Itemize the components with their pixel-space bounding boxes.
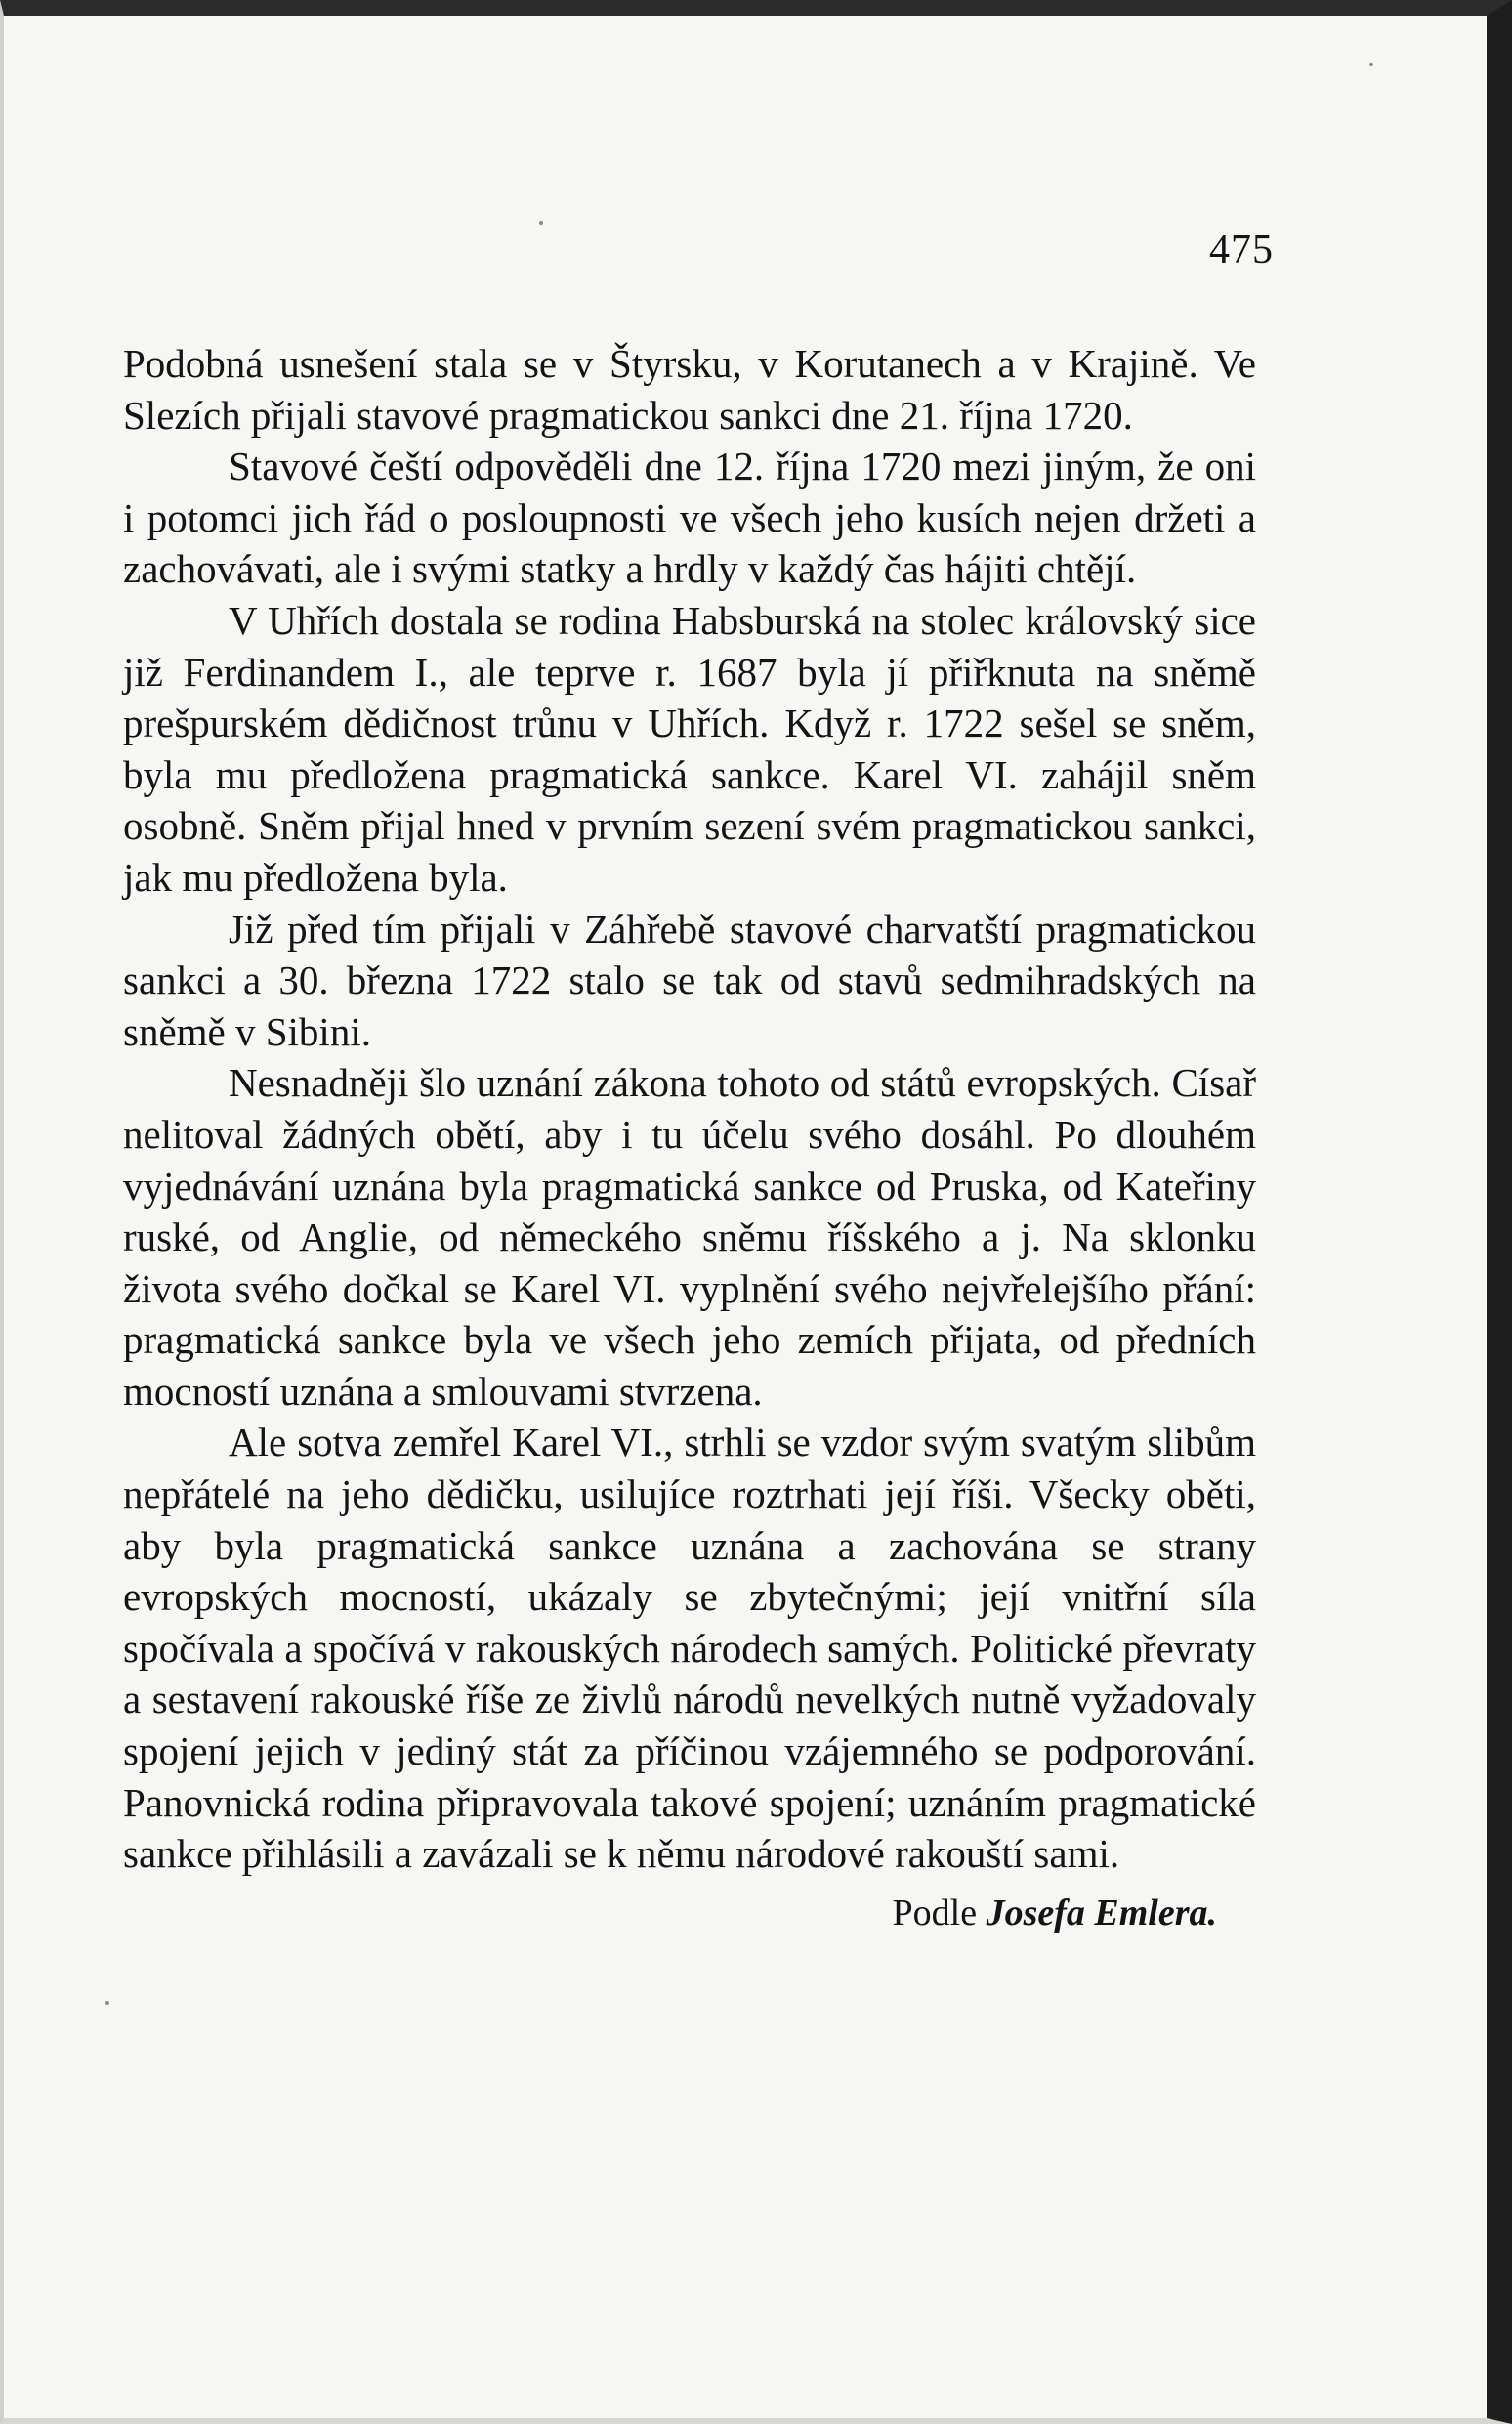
scan-speck	[1369, 63, 1373, 66]
paragraph-3: V Uhřích dostala se rodina Habsburská na stolec královský sice již Ferdinandem I., ale teprve r. 1687 byla jí přiřknuta na sněmě prešpurském dědičnost trůnu v Uhřích. Když r. 1722 sešel se sněm, byla mu předložena pragmatická sankce. Karel VI. zahájil sněm osobně. Sněm přijal hned v prvním sezení svém pragmatickou sankci, jak mu předložena byla.	[123, 597, 1256, 900]
paragraph-2: Stavové čeští odpověděli dne 12. října 1720 mezi jiným, že oni i potomci jich řád o posloupnosti ve všech jeho kusích nejen držeti a zachovávati, ale i svými statky a hrdly v každý čas hájiti chtějí.	[123, 444, 1256, 592]
signature-prefix: Podle	[892, 1892, 978, 1934]
body-text	[123, 338, 1256, 1938]
paragraph-5: Nesnadněji šlo uznání zákona tohoto od států evropských. Císař nelitoval žádných obětí, aby i tu účelu svého dosáhl. Po dlouhém vyjednávání uznána byla pragmatická sankce od Pruska, od Kateřiny ruské, od Anglie, od německého sněmu říšského a j. Na sklonku života svého dočkal se Karel VI. vyplnění svého nejvřelejšího přání: pragmatická sankce byla ve všech jeho zemích přijata, od předních mocností uznána a smlouvami stvrzena.	[123, 1060, 1256, 1414]
paragraph-1: Podobná usnešení stala se v Štyrsku, v Korutanech a v Krajině. Ve Slezích přijali stavové pragmatickou sankci dne 21. října 1720.	[123, 341, 1256, 438]
scan-speck	[105, 2001, 109, 2005]
scan-speck	[539, 221, 543, 225]
page-number: 475	[1209, 228, 1274, 273]
signature	[123, 1888, 1256, 1939]
paragraph-4: Již před tím přijali v Záhřebě stavové charvatští pragmatickou sankci a 30. března 1722 stalo se tak od stavů sedmihradských na sněmě v Sibini.	[123, 906, 1256, 1054]
signature-author: Josefa Emlera.	[986, 1892, 1217, 1934]
paragraph-6: Ale sotva zemřel Karel VI., strhli se vzdor svým svatým slibům nepřátelé na jeho dědičku, usilujíce roztrhati její říši. Všecky oběti, aby byla pragmatická sankce uznána a zachována se strany evropských mocností, ukázaly se zbytečnými; její vnitřní síla spočívala a spočívá v rakouských národech samých. Politické převraty a sestavení rakouské říše ze živlů národů nevelkých nutně vyžadovaly spojení jejich v jediný stát za příčinou vzájemného se podporování. Panovnická rodina připravovala takové spojení; uznáním pragmatické sankce přihlásili a zavázali se k němu národové rakouští sami.	[123, 1420, 1256, 1877]
